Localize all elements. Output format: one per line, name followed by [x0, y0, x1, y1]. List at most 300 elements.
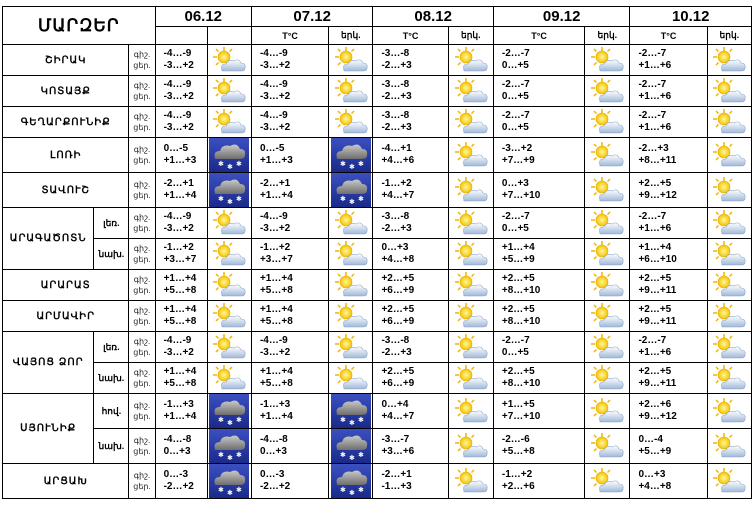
sun-cloud-icon	[710, 46, 748, 74]
night-temp: -4…-9	[259, 79, 288, 90]
weather-icon-cell	[207, 239, 251, 270]
day-temp: +6…+9	[381, 378, 415, 389]
sun-cloud-icon	[210, 302, 248, 330]
icon-column-header: երկ.	[329, 27, 373, 45]
night-temp: -3…-8	[381, 335, 410, 346]
night-temp: +2…+5	[638, 273, 672, 284]
temperature-cell	[493, 363, 584, 394]
weather-icon-cell	[707, 270, 751, 301]
temperature-cell	[373, 173, 448, 208]
temperature-cell	[251, 107, 328, 138]
temperature-cell	[155, 429, 207, 464]
night-temp: +2…+5	[638, 304, 672, 315]
temperature-cell	[373, 76, 448, 107]
night-temp: -2…+1	[381, 469, 412, 480]
temperature-cell	[630, 464, 707, 499]
weather-icon-cell	[448, 239, 493, 270]
region-row	[3, 363, 752, 394]
weather-icon-cell	[448, 208, 493, 239]
day-temp: +6…+9	[381, 285, 415, 296]
temperature-cell	[630, 208, 707, 239]
weather-icon-cell	[448, 138, 493, 173]
svg-text:✱: ✱	[218, 195, 225, 203]
temperature-cell	[373, 394, 448, 429]
night-temp: 0…+3	[638, 469, 666, 480]
temperature-cell	[155, 107, 207, 138]
night-label: գիշ.	[133, 368, 151, 377]
day-temp: +1…+6	[638, 347, 672, 358]
day-night-label	[129, 107, 155, 138]
day-temp: +1…+4	[163, 411, 197, 422]
snow-cloud-icon	[209, 138, 249, 172]
night-temp: -4…-9	[163, 48, 192, 59]
temperature-cell	[493, 332, 584, 363]
night-temp: -1…+2	[381, 178, 412, 189]
day-label: ցեր.	[133, 317, 151, 326]
sun-cloud-icon	[588, 397, 626, 425]
temp-column-header	[155, 27, 207, 45]
subregion-name: նախ.	[94, 429, 129, 464]
night-temp: -4…-8	[259, 434, 288, 445]
region-row	[3, 239, 752, 270]
night-temp: -3…+2	[501, 143, 533, 154]
day-temp: 0…+3	[163, 446, 191, 457]
temperature-cell	[251, 270, 328, 301]
day-temp: -3…+2	[163, 122, 194, 133]
day-temp: -2…+2	[163, 481, 194, 492]
sun-cloud-icon	[588, 467, 626, 495]
subregion-name: նախ.	[94, 239, 129, 270]
night-temp: 0…-3	[259, 469, 285, 480]
weather-icon-cell	[585, 239, 630, 270]
sun-cloud-icon	[332, 271, 370, 299]
night-temp: -1…+3	[259, 399, 291, 410]
svg-text:✱: ✱	[339, 195, 346, 203]
region-row	[3, 429, 752, 464]
sun-cloud-icon	[588, 333, 626, 361]
weather-icon-cell	[207, 394, 251, 429]
weather-icon-cell	[207, 332, 251, 363]
night-temp: +2…+6	[638, 399, 672, 410]
day-temp: -2…+3	[381, 60, 412, 71]
day-night-label	[129, 464, 155, 499]
day-night-label	[129, 301, 155, 332]
weather-icon-cell	[448, 464, 493, 499]
date-header: 10.12	[630, 7, 752, 27]
weather-icon-cell	[585, 429, 630, 464]
svg-text:✱: ✱	[236, 486, 243, 494]
day-night-label	[129, 173, 155, 208]
svg-text:✱: ✱	[357, 416, 364, 424]
day-temp: +5…+8	[501, 446, 535, 457]
region-name: ԱՐՄԱՎԻՐ	[3, 301, 129, 332]
date-header: 08.12	[373, 7, 493, 27]
temperature-cell	[630, 138, 707, 173]
sun-cloud-icon	[332, 333, 370, 361]
region-name: ԱՐՑԱԽ	[3, 464, 129, 499]
temperature-cell	[630, 301, 707, 332]
night-temp: -3…-8	[381, 110, 410, 121]
weather-icon-cell	[207, 270, 251, 301]
sun-cloud-icon	[710, 176, 748, 204]
sun-cloud-icon	[710, 302, 748, 330]
day-temp: +9…+12	[638, 411, 677, 422]
night-temp: -4…-9	[259, 48, 288, 59]
night-temp: -4…-9	[163, 211, 192, 222]
svg-text:✱: ✱	[227, 419, 234, 427]
night-temp: +1…+4	[259, 273, 293, 284]
svg-text:✱: ✱	[236, 160, 243, 168]
day-label: ցեր.	[133, 482, 151, 491]
night-temp: +1…+4	[501, 242, 535, 253]
day-temp: -2…+3	[381, 223, 412, 234]
weather-icon-cell	[448, 363, 493, 394]
night-temp: -2…-7	[638, 211, 667, 222]
weather-icon-cell	[707, 239, 751, 270]
day-temp: +9…+11	[638, 378, 677, 389]
weather-icon-cell	[585, 173, 630, 208]
temperature-cell	[493, 208, 584, 239]
day-temp: +5…+8	[163, 316, 197, 327]
sun-cloud-icon	[332, 240, 370, 268]
temp-column-header: T°C	[373, 27, 448, 45]
weather-icon-cell	[207, 138, 251, 173]
day-temp: +5…+8	[259, 378, 293, 389]
region-row	[3, 107, 752, 138]
day-label: ցեր.	[133, 156, 151, 165]
day-night-label	[129, 363, 155, 394]
temperature-cell	[251, 363, 328, 394]
temperature-cell	[155, 45, 207, 76]
weather-icon-cell	[585, 107, 630, 138]
day-night-label	[129, 239, 155, 270]
night-temp: -2…-7	[501, 335, 530, 346]
sun-cloud-icon	[452, 302, 490, 330]
svg-text:✱: ✱	[348, 454, 355, 462]
sun-cloud-icon	[710, 271, 748, 299]
day-temp: +1…+6	[638, 223, 672, 234]
region-row	[3, 464, 752, 499]
temperature-cell	[493, 239, 584, 270]
day-temp: +1…+6	[638, 60, 672, 71]
region-name: ԱՐԱԳԱԾՈՏՆ	[3, 208, 94, 270]
weather-icon-cell	[707, 173, 751, 208]
svg-text:✱: ✱	[227, 198, 234, 206]
temperature-cell	[493, 301, 584, 332]
day-temp: +4…+8	[638, 481, 672, 492]
svg-text:✱: ✱	[218, 486, 225, 494]
weather-icon-cell	[329, 332, 373, 363]
temperature-cell	[630, 239, 707, 270]
night-temp: -4…-9	[163, 110, 192, 121]
region-row	[3, 138, 752, 173]
weather-icon-cell	[329, 464, 373, 499]
sun-cloud-icon	[452, 397, 490, 425]
temperature-cell	[373, 429, 448, 464]
weather-icon-cell	[585, 301, 630, 332]
day-temp: +5…+8	[259, 316, 293, 327]
weather-icon-cell	[707, 464, 751, 499]
day-temp: 0…+3	[259, 446, 287, 457]
night-temp: -2…+1	[163, 178, 194, 189]
temperature-cell	[155, 76, 207, 107]
temperature-cell	[373, 464, 448, 499]
day-temp: +1…+4	[259, 411, 293, 422]
night-temp: -2…-7	[638, 335, 667, 346]
day-label: ցեր.	[133, 379, 151, 388]
night-temp: -4…-9	[163, 79, 192, 90]
night-temp: -1…+2	[163, 242, 194, 253]
region-name: ՍՅՈՒՆԻՔ	[3, 394, 94, 464]
weather-icon-cell	[585, 45, 630, 76]
weather-icon-cell	[329, 270, 373, 301]
svg-text:✱: ✱	[348, 198, 355, 206]
date-header: 09.12	[493, 7, 630, 27]
day-label: ցեր.	[133, 447, 151, 456]
temperature-cell	[373, 301, 448, 332]
night-temp: -4…-9	[259, 211, 288, 222]
sun-cloud-icon	[332, 364, 370, 392]
day-temp: +4…+7	[381, 190, 415, 201]
subregion-name: նախ.	[94, 363, 129, 394]
region-row	[3, 394, 752, 429]
temperature-cell	[251, 138, 328, 173]
night-temp: -2…-7	[501, 79, 530, 90]
temperature-cell	[630, 363, 707, 394]
forecast-table	[2, 6, 752, 499]
weather-icon-cell	[707, 429, 751, 464]
svg-text:✱: ✱	[218, 451, 225, 459]
night-temp: -3…-8	[381, 48, 410, 59]
day-temp: -3…+2	[259, 122, 291, 133]
day-temp: +4…+7	[381, 411, 415, 422]
weather-icon-cell	[448, 429, 493, 464]
sun-cloud-icon	[588, 77, 626, 105]
sun-cloud-icon	[210, 271, 248, 299]
day-temp: +5…+9	[638, 446, 672, 457]
weather-icon-cell	[329, 107, 373, 138]
svg-text:✱: ✱	[339, 160, 346, 168]
sun-cloud-icon	[710, 364, 748, 392]
night-temp: 0…-3	[163, 469, 189, 480]
night-label: գիշ.	[133, 471, 151, 480]
temperature-cell	[493, 76, 584, 107]
night-temp: -4…-9	[259, 110, 288, 121]
night-label: գիշ.	[133, 401, 151, 410]
day-temp: +6…+9	[381, 316, 415, 327]
night-label: գիշ.	[133, 50, 151, 59]
night-temp: -2…-6	[501, 434, 530, 445]
snow-cloud-icon	[331, 394, 371, 428]
temperature-cell	[493, 429, 584, 464]
sun-cloud-icon	[710, 141, 748, 169]
svg-text:✱: ✱	[348, 489, 355, 497]
weather-icon-cell	[448, 332, 493, 363]
weather-icon-cell	[329, 363, 373, 394]
region-name: ԱՐԱՐԱՏ	[3, 270, 129, 301]
temperature-cell	[155, 173, 207, 208]
day-temp: +8…+11	[638, 155, 677, 166]
night-temp: 0…-5	[163, 143, 189, 154]
sun-cloud-icon	[710, 467, 748, 495]
sun-cloud-icon	[332, 209, 370, 237]
temperature-cell	[155, 301, 207, 332]
sun-cloud-icon	[452, 141, 490, 169]
weather-icon-cell	[207, 45, 251, 76]
region-row	[3, 332, 752, 363]
day-temp: -3…+2	[163, 91, 194, 102]
weather-icon-cell	[585, 138, 630, 173]
night-temp: +2…+5	[501, 273, 535, 284]
sun-cloud-icon	[588, 141, 626, 169]
svg-text:✱: ✱	[227, 454, 234, 462]
day-temp: +1…+4	[163, 190, 197, 201]
sun-cloud-icon	[332, 46, 370, 74]
temperature-cell	[630, 76, 707, 107]
weather-icon-cell	[448, 173, 493, 208]
night-temp: -2…-7	[501, 211, 530, 222]
temperature-cell	[630, 45, 707, 76]
night-temp: -4…-9	[259, 335, 288, 346]
night-label: գիշ.	[133, 306, 151, 315]
svg-text:✱: ✱	[236, 416, 243, 424]
night-temp: 0…-5	[259, 143, 285, 154]
temperature-cell	[493, 45, 584, 76]
temperature-cell	[373, 107, 448, 138]
sun-cloud-icon	[588, 364, 626, 392]
weather-icon-cell	[329, 429, 373, 464]
temperature-cell	[493, 394, 584, 429]
night-temp: +2…+5	[638, 366, 672, 377]
temperature-cell	[373, 45, 448, 76]
sun-cloud-icon	[210, 77, 248, 105]
night-temp: -2…-7	[501, 48, 530, 59]
temperature-cell	[493, 107, 584, 138]
svg-text:✱: ✱	[357, 195, 364, 203]
temperature-cell	[251, 45, 328, 76]
day-temp: +5…+8	[163, 285, 197, 296]
weather-icon-cell	[707, 301, 751, 332]
snow-cloud-icon	[209, 394, 249, 428]
day-temp: 0…+5	[501, 347, 529, 358]
temp-column-header: T°C	[251, 27, 328, 45]
svg-text:✱: ✱	[357, 451, 364, 459]
day-label: ցեր.	[133, 92, 151, 101]
temperature-cell	[155, 363, 207, 394]
night-label: գիշ.	[133, 275, 151, 284]
night-temp: -3…-8	[381, 79, 410, 90]
weather-icon-cell	[448, 107, 493, 138]
temperature-cell	[251, 239, 328, 270]
sun-cloud-icon	[710, 77, 748, 105]
temperature-cell	[630, 332, 707, 363]
weather-icon-cell	[585, 394, 630, 429]
snow-cloud-icon	[331, 173, 371, 207]
temperature-cell	[373, 138, 448, 173]
weather-icon-cell	[207, 208, 251, 239]
sun-cloud-icon	[710, 333, 748, 361]
svg-text:✱: ✱	[357, 486, 364, 494]
sun-cloud-icon	[452, 240, 490, 268]
region-name: ԳԵՂԱՐՔՈՒՆԻՔ	[3, 107, 129, 138]
weather-icon-cell	[707, 138, 751, 173]
svg-text:✱: ✱	[357, 160, 364, 168]
temperature-cell	[373, 363, 448, 394]
sun-cloud-icon	[452, 432, 490, 460]
subregion-name: լեռ.	[94, 332, 129, 363]
weather-icon-cell	[329, 138, 373, 173]
day-temp: +5…+8	[259, 285, 293, 296]
temperature-cell	[493, 138, 584, 173]
night-label: գիշ.	[133, 112, 151, 121]
weather-icon-cell	[585, 76, 630, 107]
sun-cloud-icon	[588, 271, 626, 299]
day-temp: +1…+4	[259, 190, 293, 201]
temperature-cell	[373, 239, 448, 270]
day-label: ցեր.	[133, 191, 151, 200]
weather-icon-cell	[448, 76, 493, 107]
icon-column-header: երկ.	[707, 27, 751, 45]
night-label: գիշ.	[133, 337, 151, 346]
day-temp: -2…+3	[381, 347, 412, 358]
day-temp: +9…+11	[638, 316, 677, 327]
svg-text:✱: ✱	[348, 163, 355, 171]
sun-cloud-icon	[210, 364, 248, 392]
night-label: գիշ.	[133, 81, 151, 90]
temperature-cell	[493, 464, 584, 499]
temperature-cell	[630, 173, 707, 208]
region-name: ՏԱՎՈՒՇ	[3, 173, 129, 208]
day-temp: 0…+5	[501, 122, 529, 133]
weather-icon-cell	[448, 394, 493, 429]
svg-text:✱: ✱	[227, 163, 234, 171]
icon-column-header: երկ.	[585, 27, 630, 45]
day-temp: -2…+3	[381, 91, 412, 102]
night-temp: +2…+5	[501, 366, 535, 377]
weather-icon-cell	[448, 45, 493, 76]
temperature-cell	[373, 270, 448, 301]
temp-column-header: T°C	[630, 27, 707, 45]
weather-icon-cell	[707, 45, 751, 76]
weather-icon-cell	[207, 363, 251, 394]
snow-cloud-icon	[331, 138, 371, 172]
day-night-label	[129, 270, 155, 301]
day-temp: -2…+2	[259, 481, 291, 492]
subregion-name: լեռ.	[94, 208, 129, 239]
day-label: ցեր.	[133, 348, 151, 357]
icon-column-header: երկ.	[448, 27, 493, 45]
temperature-cell	[251, 173, 328, 208]
weather-icon-cell	[448, 301, 493, 332]
weather-icon-cell	[585, 332, 630, 363]
region-name: ՎԱՅՈՑ ՁՈՐ	[3, 332, 94, 394]
night-temp: +2…+5	[638, 178, 672, 189]
temperature-cell	[251, 464, 328, 499]
temperature-cell	[251, 76, 328, 107]
day-temp: -2…+3	[381, 122, 412, 133]
svg-text:✱: ✱	[339, 486, 346, 494]
day-temp: +2…+6	[501, 481, 535, 492]
sun-cloud-icon	[452, 46, 490, 74]
weather-icon-cell	[448, 270, 493, 301]
day-temp: +4…+8	[381, 254, 415, 265]
weather-icon-cell	[207, 76, 251, 107]
sun-cloud-icon	[210, 209, 248, 237]
day-temp: +5…+8	[163, 378, 197, 389]
regions-header: ՄԱՐԶԵՐ	[3, 7, 156, 45]
sun-cloud-icon	[210, 108, 248, 136]
temperature-cell	[630, 107, 707, 138]
